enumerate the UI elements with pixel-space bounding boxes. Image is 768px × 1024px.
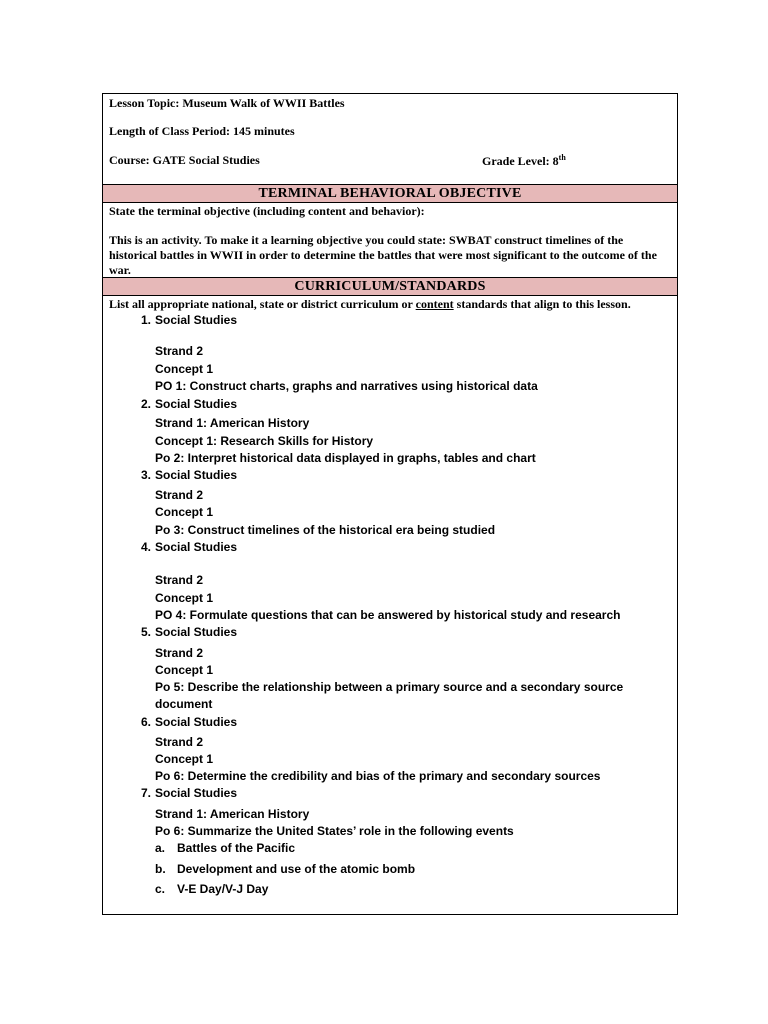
standard-line: Po 2: Interpret historical data displayed in graphs, tables and chart (155, 451, 536, 465)
standard-number: 7. (140, 786, 151, 800)
standard-line: Concept 1: Research Skills for History (155, 434, 374, 448)
lesson-header (103, 94, 677, 185)
standard-line: Strand 2 (155, 573, 204, 587)
sub-item-letter: c. (155, 882, 166, 896)
standard-title: Social Studies (155, 397, 238, 411)
standard-line: Concept 1 (155, 362, 214, 376)
sub-item-text: Development and use of the atomic bomb (177, 862, 416, 876)
standard-number: 5. (140, 625, 151, 639)
objective-prompt: State the terminal objective (including content and behavior): (109, 204, 425, 218)
standard-line: Strand 1: American History (155, 416, 310, 430)
sub-item-text: Battles of the Pacific (177, 841, 296, 855)
standard-line: Po 5: Describe the relationship between a primary source and a secondary source (155, 680, 624, 694)
sub-item-letter: b. (155, 862, 166, 876)
standard-title: Social Studies (155, 625, 238, 639)
standard-title: Social Studies (155, 540, 238, 554)
objective-body: This is an activity. To make it a learning objective you could state: SWBAT construct timelines of the historical battles in WWII in order to determine the battles that were most significant to the outcome of the war. (109, 233, 657, 277)
class-length: Length of Class Period: 145 minutes (109, 124, 295, 138)
standard-line: Strand 1: American History (155, 807, 310, 821)
standard-line: Concept 1 (155, 505, 214, 519)
standard-line: PO 1: Construct charts, graphs and narratives using historical data (155, 379, 538, 393)
standard-line: Po 6: Summarize the United States’ role in the following events (155, 824, 514, 838)
standard-line: Po 6: Determine the credibility and bias of the primary and secondary sources (155, 769, 601, 783)
objective-heading: TERMINAL BEHAVIORAL OBJECTIVE (103, 184, 677, 203)
lesson-plan-sheet (102, 93, 678, 915)
sub-item-letter: a. (155, 841, 166, 855)
grade-level: Grade Level: 8th (482, 153, 566, 168)
standards-heading: CURRICULUM/STANDARDS (103, 277, 677, 296)
standard-title: Social Studies (155, 468, 238, 482)
standard-line: PO 4: Formulate questions that can be answered by historical study and research (155, 608, 621, 622)
standard-line: Strand 2 (155, 488, 204, 502)
standard-title: Social Studies (155, 313, 238, 327)
course-name: Course: GATE Social Studies (109, 153, 260, 167)
standard-number: 6. (140, 715, 151, 729)
standard-line: Concept 1 (155, 591, 214, 605)
standard-number: 3. (140, 468, 151, 482)
sub-item-text: V-E Day/V-J Day (177, 882, 269, 896)
standard-number: 1. (140, 313, 151, 327)
standards-intro: List all appropriate national, state or district curriculum or content standards that align to this lesson. (109, 297, 631, 311)
standard-line: Concept 1 (155, 752, 214, 766)
standard-title: Social Studies (155, 786, 238, 800)
standard-line: Strand 2 (155, 646, 204, 660)
lesson-topic: Lesson Topic: Museum Walk of WWII Battles (109, 96, 345, 110)
standard-number: 4. (140, 540, 151, 554)
standard-line: document (155, 697, 213, 711)
standard-title: Social Studies (155, 715, 238, 729)
standard-line: Strand 2 (155, 344, 204, 358)
standard-line: Strand 2 (155, 735, 204, 749)
standard-number: 2. (140, 397, 151, 411)
standard-line: Concept 1 (155, 663, 214, 677)
standard-line: Po 3: Construct timelines of the historical era being studied (155, 523, 496, 537)
